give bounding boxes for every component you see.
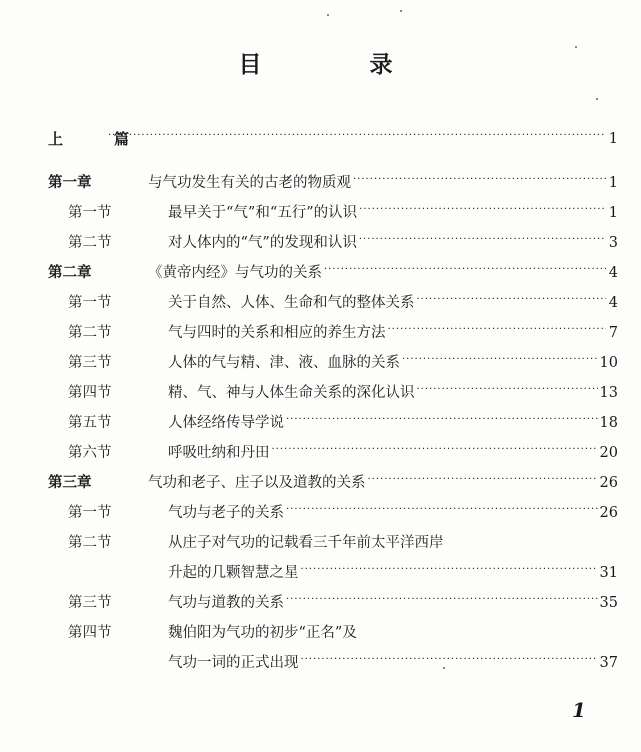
toc-entry-section[interactable] (48, 312, 618, 342)
toc-entry-part-1[interactable] (48, 118, 618, 148)
page-title: 目 录 (238, 52, 443, 78)
toc-entry-title: 最早关于“气”和“五行”的认识 (168, 205, 358, 221)
toc-entry-title: 人体经络传导学说 (168, 415, 284, 431)
toc-section-label: 第五节 (68, 415, 112, 431)
toc-page-number: 37 (599, 655, 618, 671)
dot-leader (301, 651, 598, 669)
print-speck (400, 10, 402, 12)
toc-entry-section[interactable] (48, 492, 618, 522)
dot-leader (286, 411, 598, 429)
toc-section-label: 第一节 (68, 505, 112, 521)
toc-chapter-label: 第一章 (48, 175, 92, 191)
toc-entry-title: 人体的气与精、津、液、血脉的关系 (168, 355, 400, 371)
toc-entry-title: 与气功发生有关的古老的物质观 (148, 175, 351, 191)
toc-entry-section[interactable] (48, 342, 618, 372)
dot-leader (353, 171, 606, 189)
toc-page-number: 13 (599, 385, 618, 401)
toc-section-label: 第三节 (68, 355, 112, 371)
dot-leader (388, 321, 607, 339)
table-of-contents (48, 118, 618, 672)
page-folio-number: 1 (572, 698, 586, 722)
dot-leader (324, 261, 606, 279)
toc-entry-title: 关于自然、人体、生命和气的整体关系 (168, 295, 415, 311)
toc-page-number: 1 (608, 175, 618, 191)
print-speck (575, 46, 577, 48)
toc-entry-section[interactable] (48, 372, 618, 402)
toc-page-number: 35 (599, 595, 618, 611)
toc-entry-chapter-2[interactable] (48, 252, 618, 282)
dot-leader (286, 501, 598, 519)
toc-entry-chapter-1[interactable] (48, 148, 618, 192)
toc-entry-title: 气功和老子、庄子以及道教的关系 (148, 475, 366, 491)
toc-page-number: 26 (599, 475, 618, 491)
toc-part-label: 上 篇 (48, 130, 148, 148)
dot-leader (402, 351, 598, 369)
toc-chapter-label: 第三章 (48, 475, 92, 491)
toc-section-label: 第四节 (68, 385, 112, 401)
toc-entry-title: 升起的几颗智慧之星 (168, 565, 299, 581)
toc-page-number: 31 (599, 565, 618, 581)
toc-entry-continuation[interactable] (48, 642, 618, 672)
toc-page-number: 3 (608, 235, 618, 251)
toc-entry-title: 对人体内的“气”的发现和认识 (168, 235, 357, 251)
toc-entry-continuation[interactable] (48, 552, 618, 582)
toc-entry-title: 气与四时的关系和相应的养生方法 (168, 325, 386, 341)
toc-page-number: 10 (599, 355, 618, 371)
toc-page-number: 20 (599, 445, 618, 461)
toc-section-label: 第一节 (68, 205, 112, 221)
toc-entry-section[interactable] (48, 222, 618, 252)
toc-entry-section[interactable] (48, 432, 618, 462)
toc-entry-section[interactable] (48, 282, 618, 312)
toc-entry-section[interactable] (48, 612, 618, 642)
toc-page-number: 1 (608, 205, 618, 221)
toc-section-label: 第二节 (68, 325, 112, 341)
dot-leader (272, 441, 598, 459)
dot-leader (286, 591, 598, 609)
print-speck (327, 14, 329, 16)
toc-entry-chapter-3[interactable] (48, 462, 618, 492)
dot-leader (359, 201, 606, 219)
dot-leader (301, 561, 598, 579)
dot-leader (359, 231, 606, 249)
dot-leader (417, 291, 607, 309)
toc-entry-title: 气功与老子的关系 (168, 505, 284, 521)
print-speck (596, 98, 598, 100)
toc-entry-title: 从庄子对气功的记载看三千年前太平洋西岸 (168, 535, 444, 551)
toc-entry-section[interactable] (48, 192, 618, 222)
toc-page-number: 7 (608, 325, 618, 341)
toc-entry-section[interactable] (48, 522, 618, 552)
toc-section-label: 第二节 (68, 235, 112, 251)
toc-entry-title: 气功与道教的关系 (168, 595, 284, 611)
toc-entry-section[interactable] (48, 582, 618, 612)
dot-leader (417, 381, 598, 399)
print-speck (443, 667, 445, 669)
toc-entry-title: 魏伯阳为气功的初步“正名”及 (168, 625, 357, 641)
toc-entry-title: 精、气、神与人体生命关系的深化认识 (168, 385, 415, 401)
toc-section-label: 第四节 (68, 625, 112, 641)
toc-page-number: 1 (608, 131, 618, 147)
toc-chapter-label: 第二章 (48, 265, 92, 281)
toc-page-number: 26 (599, 505, 618, 521)
dot-leader (368, 471, 598, 489)
toc-section-label: 第六节 (68, 445, 112, 461)
toc-page-number: 4 (608, 265, 618, 281)
dot-leader (108, 127, 606, 145)
toc-page-number: 4 (608, 295, 618, 311)
toc-entry-title: 呼吸吐纳和丹田 (168, 445, 270, 461)
toc-entry-title: 《黄帝内经》与气功的关系 (148, 265, 322, 281)
toc-page-number: 18 (599, 415, 618, 431)
toc-section-label: 第一节 (68, 295, 112, 311)
toc-section-label: 第二节 (68, 535, 112, 551)
toc-entry-title: 气功一词的正式出现 (168, 655, 299, 671)
toc-entry-section[interactable] (48, 402, 618, 432)
toc-section-label: 第三节 (68, 595, 112, 611)
